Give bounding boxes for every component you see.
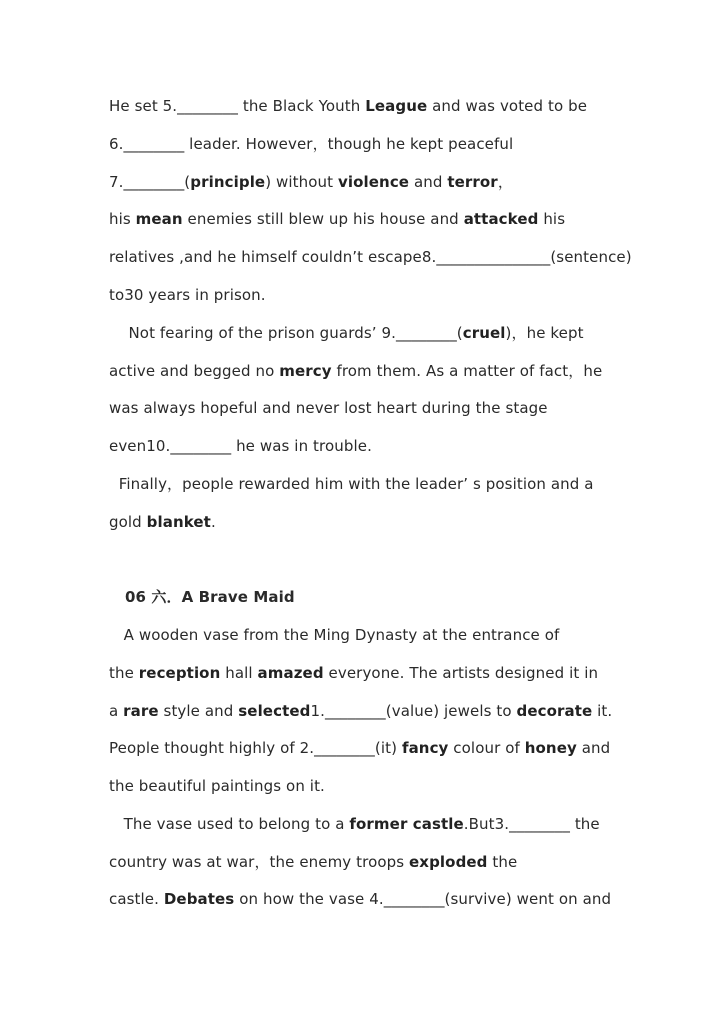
passage-line bbox=[109, 663, 669, 683]
text-run: and was voted to be bbox=[427, 97, 588, 115]
passage-line bbox=[109, 398, 669, 418]
passage-line bbox=[109, 889, 669, 909]
bold-word: attacked bbox=[463, 210, 539, 228]
text-run: A wooden vase from the Ming Dynasty at the entrance of bbox=[109, 626, 560, 644]
text-run: and bbox=[576, 739, 611, 757]
text-run: his bbox=[109, 210, 136, 228]
text-run: country was at war，the enemy troops bbox=[109, 853, 410, 871]
text-run: his bbox=[538, 210, 566, 228]
bold-word: violence bbox=[338, 173, 410, 191]
text-run: He set 5.________ the Black Youth bbox=[109, 97, 366, 115]
text-run: . bbox=[210, 513, 216, 531]
passage-line bbox=[109, 247, 669, 267]
bold-word: reception bbox=[138, 664, 221, 682]
passage-line bbox=[109, 285, 669, 305]
bold-word: blanket bbox=[146, 513, 211, 531]
text-run: to30 years in prison. bbox=[109, 286, 266, 304]
passage-line bbox=[109, 361, 669, 381]
text-run: .But3.________ the bbox=[463, 815, 600, 833]
bold-word: decorate bbox=[516, 702, 593, 720]
bold-word: Debates bbox=[163, 890, 235, 908]
passage-line bbox=[109, 512, 669, 532]
text-run: Finally，people rewarded him with the leader’ s position and a bbox=[109, 475, 594, 493]
bold-word: mercy bbox=[279, 362, 332, 380]
text-run: enemies still blew up his house and bbox=[182, 210, 464, 228]
passage-line bbox=[109, 172, 669, 192]
passage-line bbox=[109, 852, 669, 872]
text-run: it. bbox=[592, 702, 613, 720]
bold-word: honey bbox=[524, 739, 577, 757]
passage-line bbox=[109, 436, 669, 456]
text-run: was always hopeful and never lost heart during the stage bbox=[109, 399, 548, 417]
text-run: 7.________( bbox=[109, 173, 191, 191]
text-run: colour of bbox=[448, 739, 525, 757]
text-run: People thought highly of 2.________(it) bbox=[109, 739, 402, 757]
text-run: hall bbox=[220, 664, 258, 682]
text-run: gold bbox=[109, 513, 147, 531]
bold-word: exploded bbox=[409, 853, 488, 871]
text-run: 1.________(value) jewels to bbox=[310, 702, 517, 720]
passage-line bbox=[109, 323, 669, 343]
bold-word: fancy bbox=[401, 739, 449, 757]
text-run: the bbox=[109, 664, 139, 682]
passage-line bbox=[109, 701, 669, 721]
bold-word: League bbox=[365, 97, 428, 115]
text-run: relatives ,and he himself couldn’t escape8._______________(sentence) bbox=[109, 248, 632, 266]
text-run: and bbox=[409, 173, 448, 191]
text-run: style and bbox=[158, 702, 239, 720]
text-run: the beautiful paintings on it. bbox=[109, 777, 325, 795]
passage-line bbox=[109, 96, 669, 116]
text-run: ， bbox=[497, 173, 513, 191]
text-run: ) without bbox=[265, 173, 338, 191]
bold-word: principle bbox=[190, 173, 266, 191]
text-run: Not fearing of the prison guards’ 9.________( bbox=[109, 324, 463, 342]
text-run: The vase used to belong to a bbox=[109, 815, 350, 833]
text-run: the bbox=[487, 853, 518, 871]
passage-line bbox=[109, 814, 669, 834]
passage-line bbox=[109, 625, 669, 645]
bold-word: amazed bbox=[257, 664, 324, 682]
text-run: castle. bbox=[109, 890, 164, 908]
bold-word: terror bbox=[447, 173, 498, 191]
passage-line bbox=[109, 776, 669, 796]
text-run: from them. As a matter of fact，he bbox=[331, 362, 603, 380]
text-run: everyone. The artists designed it in bbox=[323, 664, 599, 682]
text-run: a bbox=[109, 702, 124, 720]
bold-word: former castle bbox=[349, 815, 464, 833]
text-run: active and begged no bbox=[109, 362, 280, 380]
bold-word: mean bbox=[135, 210, 183, 228]
bold-word: rare bbox=[123, 702, 159, 720]
text-run: even10.________ he was in trouble. bbox=[109, 437, 372, 455]
bold-word: selected bbox=[238, 702, 311, 720]
bold-word: cruel bbox=[462, 324, 506, 342]
section-heading: 06 六．A Brave Maid bbox=[125, 588, 295, 606]
text-run: )，he kept bbox=[505, 324, 584, 342]
passage-line bbox=[109, 738, 669, 758]
text-run: on how the vase 4.________(survive) went on and bbox=[234, 890, 612, 908]
passage-line bbox=[109, 474, 669, 494]
passage-line bbox=[109, 209, 669, 229]
text-run: 6.________ leader. However，though he kept peaceful bbox=[109, 135, 514, 153]
passage-line bbox=[109, 134, 669, 154]
